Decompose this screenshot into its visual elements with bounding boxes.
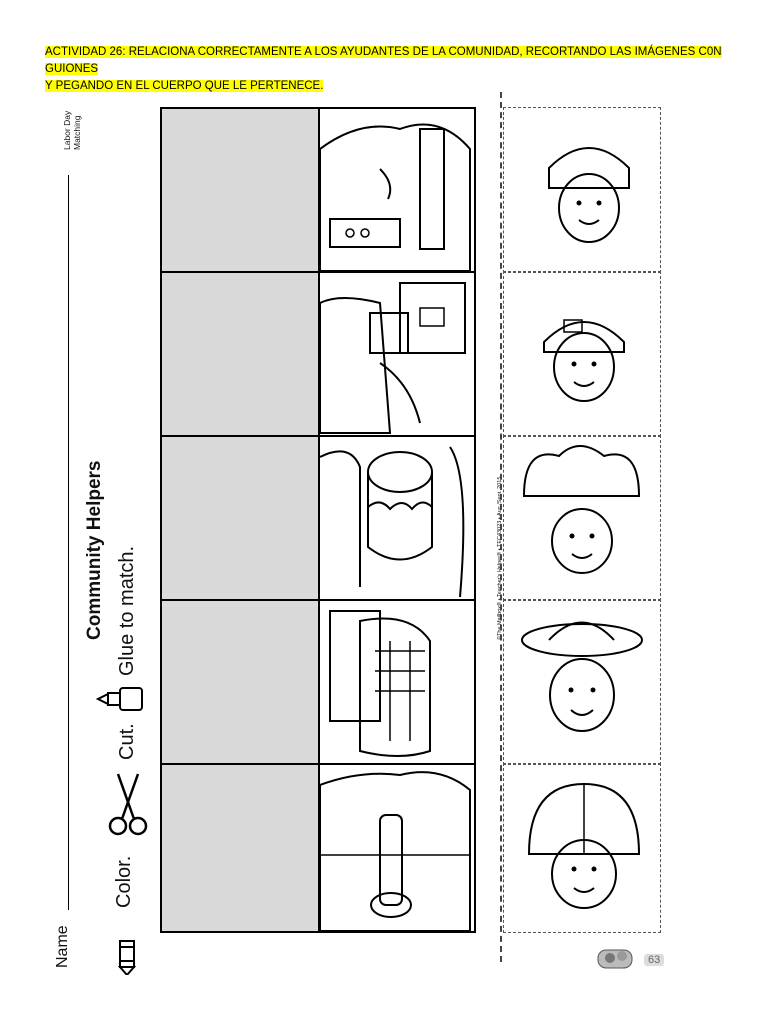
name-line [68,175,69,910]
mail-carrier-body-illustration [320,273,474,435]
body-farmer [318,599,476,765]
police-head-illustration [504,108,658,270]
page-number: 63 [644,954,664,966]
step-glue-label: Glue to match. [116,545,138,676]
category-line-2: Matching [72,115,82,150]
cutout-baker-head[interactable] [503,435,661,601]
instruction-line-2: Y PEGANDO EN EL CUERPO QUE LE PERTENECE. [45,80,324,92]
baker-body-illustration [320,437,474,599]
firefighter-body-illustration [320,765,474,931]
category-label [62,111,82,150]
body-firefighter [318,763,476,933]
category-line-1: Labor Day [62,110,72,150]
police-body-illustration [320,109,474,271]
instruction-line-1: ACTIVIDAD 26: RELACIONA CORRECTAMENTE A LOS AYUDANTES DE LA COMUNIDAD, RECORTANDO LAS IMÁGENES C0N GUIONES [45,46,722,75]
cutout-mail-carrier-head[interactable] [503,271,661,437]
worksheet-title: Community Helpers [84,460,105,640]
cutout-farmer-head[interactable] [503,599,661,765]
body-mail-carrier [318,271,476,437]
cut-line [500,92,502,962]
scissors-icon [104,770,152,838]
glue-cell-2[interactable] [160,271,320,437]
activity-instruction [45,44,725,95]
baker-head-illustration [504,436,658,598]
glue-icon [94,680,146,716]
crayon-icon [114,935,140,975]
step-cut-label: Cut. [116,723,138,760]
firefighter-head-illustration [504,764,658,930]
body-baker [318,435,476,601]
glue-cell-1[interactable] [160,107,320,273]
mail-carrier-head-illustration [504,272,658,434]
name-label: Name [54,925,71,968]
farmer-body-illustration [320,601,474,763]
mailbox-logo-icon [596,944,636,970]
glue-cell-4[interactable] [160,599,320,765]
cutout-police-head[interactable] [503,107,661,273]
farmer-head-illustration [504,600,658,762]
copyright-text: ©The Mailbox® • Teacher's Helper® • TEC43023 • Aug./Sept. 2015 [497,476,503,640]
cutout-firefighter-head[interactable] [503,763,661,933]
glue-cell-3[interactable] [160,435,320,601]
body-police [318,107,476,273]
step-color-label: Color. [113,855,135,908]
glue-cell-5[interactable] [160,763,320,933]
